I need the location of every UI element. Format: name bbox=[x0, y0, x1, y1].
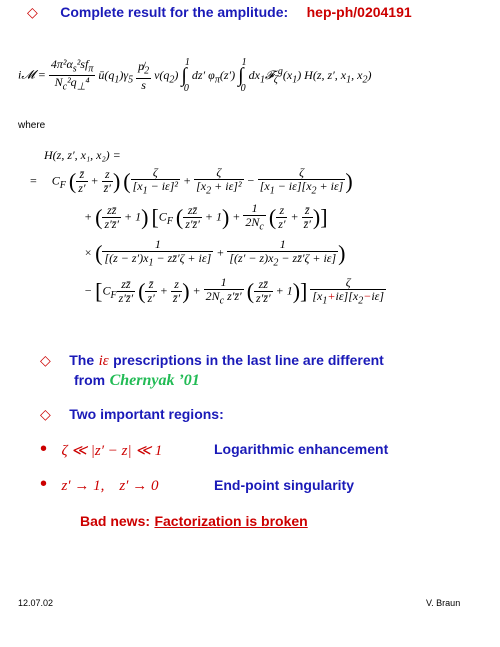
h-line-2: + ( $\frac{zz̄}{z'z̄'}$ + 1) [$C_F$ ( $\frac{zz̄}{z'z̄'}$ + 1) + $\frac{1}{2N_c}$ ( $\frac{z}{z'}$ + $\frac{z̄}{z̄'}$ )] bbox=[84, 201, 328, 233]
footer-date: 12.07.02 bbox=[18, 598, 54, 608]
h-definition-lhs: H(z, z′, x₁, x₂) = bbox=[44, 148, 121, 162]
bullet-dot-icon: • bbox=[40, 473, 48, 495]
bad-news-row: Bad news: Factorization is broken bbox=[80, 513, 308, 529]
slide-title: Complete result for the amplitude: bbox=[60, 4, 289, 20]
region-2-row: • z′ → 1, z′ → 0 End-point singularity bbox=[40, 473, 354, 495]
amplitude-equation: i𝓜 = $\frac{4\pi^2\alpha_s^2sf_\pi}{N_c^2q_\perp^4}$ $ū(q_1)\gamma_5$ $\frac{p̸_2}{s}$ $v(q_2)$ ∫$^1_0$ dz′ $\varphi_\pi(z')$ ∫$^1_0$ $dx_1𝓕_\zeta^g(x_1)$ H(z, z′, $x_1$, $x_2$) bbox=[18, 56, 372, 94]
bullet-dot-icon: • bbox=[40, 438, 48, 460]
reference-label: hep-ph/0204191 bbox=[306, 4, 412, 20]
diamond-bullet-icon: ◇ bbox=[40, 406, 51, 422]
item-ie-prescription-line2: from Chernyak ’01 bbox=[74, 372, 200, 389]
diamond-bullet-icon: ◇ bbox=[40, 352, 51, 368]
factorization-broken-link[interactable]: Factorization is broken bbox=[154, 513, 308, 529]
where-label: where bbox=[18, 120, 46, 131]
item-two-regions: ◇ Two important regions: bbox=[40, 406, 224, 422]
item-ie-prescription: ◇ The iε prescriptions in the last line are different bbox=[40, 352, 384, 369]
h-line-4: − [$C_F$ $\frac{zz̄}{z'z̄'}$ ( $\frac{z̄}{z'}$ + $\frac{z}{z̄'}$ ) + $\frac{1}{2N_c z'z̄'}$ ( $\frac{zz̄}{z'z̄'}$ + 1)] $\frac{\zeta}{[x_1+i\varepsilon][x_2-i\varepsilon]}$ bbox=[84, 275, 385, 307]
region-1-row: • ζ ≪ |z′ − z| ≪ 1 Logarithmic enhancement bbox=[40, 438, 389, 460]
h-line-3: × ( $\frac{1}{[(z - z')x_1 - zz̄'\zeta + i\varepsilon]}$ + $\frac{1}{[(z' - z)x_2 - zz̄'\zeta + i\varepsilon]}$ ) bbox=[84, 237, 346, 269]
chernyak-reference: Chernyak ’01 bbox=[109, 372, 200, 389]
h-line-1: = $C_F$ ( $\frac{z̄}{z'}$ + $\frac{z}{z̄'}$ ) ( $\frac{\zeta}{[x_1 - i\varepsilon]^2}$ + $\frac{\zeta}{[x_2 + i\varepsilon]^2}$ − $\frac{\zeta}{[x_1 - i\varepsilon][x_2 + i\varepsilon]}$ ) bbox=[30, 165, 353, 197]
diamond-bullet-icon: ◇ bbox=[27, 4, 38, 20]
footer-author: V. Braun bbox=[426, 598, 461, 608]
header-row bbox=[27, 4, 412, 22]
